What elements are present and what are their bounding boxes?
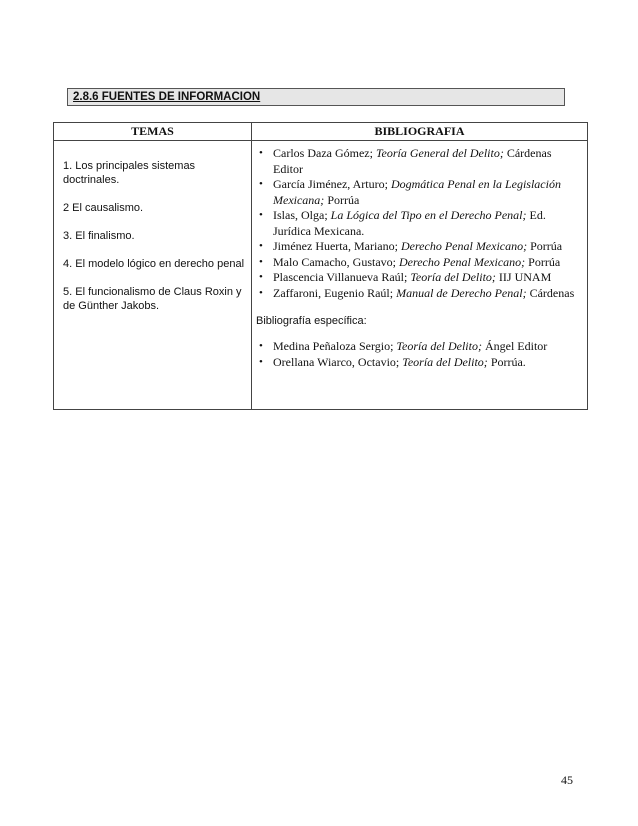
reference-item <box>259 286 581 302</box>
reference-publisher: Cárdenas Editor <box>273 146 552 176</box>
reference-item <box>259 270 581 286</box>
bibliography-table <box>53 122 588 410</box>
header-bibliografia: BIBLIOGRAFIA <box>252 123 588 141</box>
reference-author: Orellana Wiarco, Octavio; <box>273 354 403 369</box>
reference-item <box>259 208 581 239</box>
section-title: 2.8.6 FUENTES DE INFORMACION <box>67 88 565 106</box>
reference-title: Teoría General del Delito; <box>375 146 504 160</box>
especifica-label: Bibliografía específica: <box>256 315 367 327</box>
reference-title: Dogmática Penal en la Legislación Mexicana; <box>273 177 561 207</box>
reference-author: Malo Camacho, Gustavo; <box>273 254 399 269</box>
reference-title: Derecho Penal Mexicano; <box>400 239 528 253</box>
temas-cell <box>54 141 252 410</box>
reference-title: Manual de Derecho Penal; <box>396 285 527 300</box>
reference-author: García Jiménez, Arturo; <box>273 177 391 191</box>
reference-author: Zaffaroni, Eugenio Raúl; <box>273 285 397 300</box>
bullet-icon: • <box>259 240 263 252</box>
reference-publisher: Ed. Jurídica Mexicana. <box>273 208 546 238</box>
reference-publisher: IIJ UNAM <box>495 270 552 284</box>
reference-item <box>259 146 581 177</box>
bullet-icon: • <box>259 255 263 268</box>
page-number: 45 <box>561 773 573 787</box>
bullet-icon: • <box>259 271 263 283</box>
reference-publisher: Porrúa <box>527 239 563 253</box>
reference-item <box>259 177 581 208</box>
bullet-icon: • <box>259 209 263 221</box>
tema-item: 4. El modelo lógico en derecho penal <box>63 258 245 270</box>
reference-title: Derecho Penal Mexicano; <box>398 254 526 269</box>
tema-item: 1. Los principales sistemas doctrinales. <box>63 160 196 186</box>
header-temas: TEMAS <box>54 123 252 141</box>
reference-author: Medina Peñaloza Sergio; <box>273 339 397 353</box>
bullet-icon: • <box>259 178 263 190</box>
bullet-icon: • <box>259 340 263 352</box>
general-reference-list <box>256 146 581 301</box>
reference-publisher: Porrúa <box>324 192 360 207</box>
bullet-icon: • <box>259 147 263 159</box>
tema-item: 5. El funcionalismo de Claus Roxin y de Günther Jakobs. <box>63 286 242 312</box>
reference-author: Jiménez Huerta, Mariano; <box>273 239 401 253</box>
reference-item <box>259 355 581 371</box>
reference-item <box>259 239 581 255</box>
reference-title: Teoría del Delito; <box>410 270 496 284</box>
bullet-icon: • <box>259 286 263 299</box>
reference-author: Carlos Daza Gómez; <box>273 146 376 160</box>
bibliografia-cell <box>252 141 588 410</box>
tema-item: 3. El finalismo. <box>63 230 135 242</box>
reference-item <box>259 255 581 271</box>
table-header-row <box>54 123 588 141</box>
reference-title: La Lógica del Tipo en el Derecho Penal; <box>330 208 527 222</box>
reference-title: Teoría del Delito; <box>396 339 482 353</box>
specific-reference-list <box>256 339 581 370</box>
reference-publisher: Ángel Editor <box>481 339 548 353</box>
table-row <box>54 141 588 410</box>
reference-author: Plascencia Villanueva Raúl; <box>273 270 411 284</box>
reference-publisher: Cárdenas <box>526 285 575 300</box>
reference-author: Islas, Olga; <box>273 208 331 222</box>
reference-item <box>259 339 581 355</box>
reference-title: Teoría del Delito; <box>402 354 488 369</box>
reference-publisher: Porrúa. <box>487 354 526 369</box>
bullet-icon: • <box>259 355 263 368</box>
reference-publisher: Porrúa <box>525 254 561 269</box>
tema-item: 2 El causalismo. <box>63 202 144 214</box>
